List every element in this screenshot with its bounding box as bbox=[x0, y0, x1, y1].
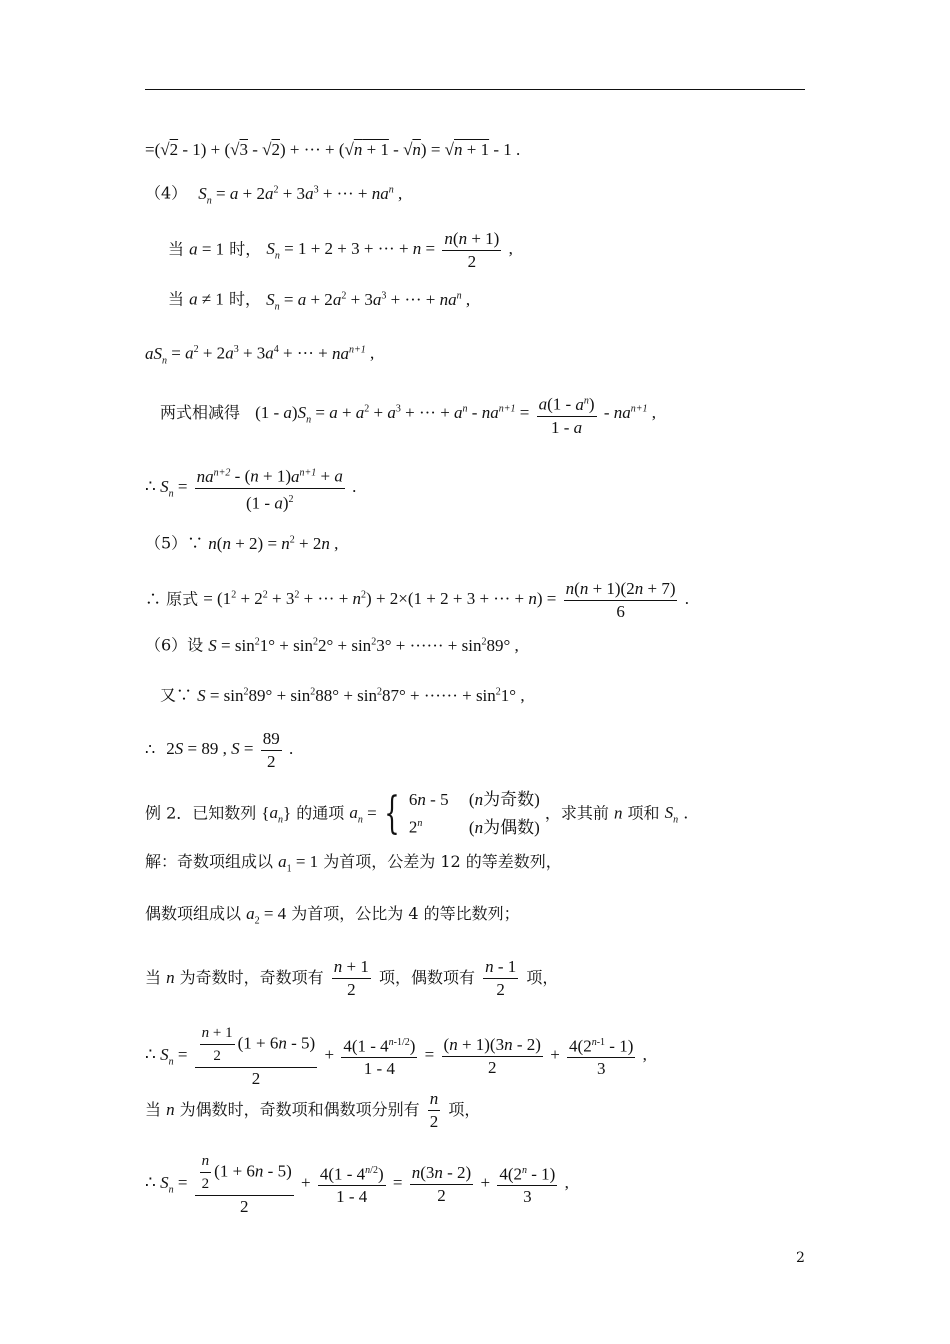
solution-line-3: 当 n 为奇数时，奇数项有 $\frac{n + 1}{2}$ 项，偶数项有 $\frac{n - 1}{2}$ 项， bbox=[145, 957, 559, 999]
formula-line-7: ∴ $S_n$ = $\frac{na^{n+2} - (n + 1)a^{n+1} + a}{(1 - a)^2}$ . bbox=[145, 462, 356, 514]
solution-line-4: ∴ $S_n$ = $\frac{n + 1}{2}$ (1 + 6n - 5) 2 + $\frac{4(1 - 4^{n-1/2})}{1 - 4}$ = $\frac{(n + 1)(3n - 2)}{2}$ + $\frac{4(2^{n-1} - 1)}{3}$ , bbox=[145, 1022, 647, 1090]
formula-line-6: 两式相减得 $(1 - a)S_n = a + a^2 + a^3$ + ··· + $a^n - na^{n+1}$ = $\frac{a(1 - a^n)}{1 - a}$ - $na^{n+1}$ , bbox=[160, 390, 656, 439]
page-number: 2 bbox=[796, 1250, 805, 1266]
formula-line-11: 又∵ $S = \sin^289^\circ + \sin^288^\circ + \sin^287^\circ$ + ······ + $\sin^21^\circ$ , bbox=[160, 685, 525, 705]
formula-line-10: （6）设 $S = \sin^21^\circ + \sin^22^\circ + \sin^23^\circ$ + ······ + $\sin^289^\circ$ , bbox=[145, 635, 519, 655]
formula-line-4: 当 a ≠ 1 时， $S_n = a + 2a^2 + 3a^3$ + ··· + $na^n$ , bbox=[168, 289, 471, 313]
formula-line-1: =(√2 - 1) + (√3 - √2) + ··· + (√n + 1 - √n) = √n + 1 - 1 . bbox=[145, 140, 521, 159]
example-2-title: 例 2．已知数列 $\{a_n\}$ 的通项 $a_n$ = { 6n - 5 (n为奇数) 2$^n$ (n为偶数) ，求其前 n 项和 $S_n$ . bbox=[145, 787, 689, 839]
solution-line-5: 当 n 为偶数时，奇数项和偶数项分别有 $\frac{n}{2}$ 项， bbox=[145, 1089, 481, 1131]
header-rule bbox=[145, 89, 805, 90]
solution-line-1: 解：奇数项组成以 $a_1 = 1$ 为首项，公差为 12 的等差数列， bbox=[145, 852, 562, 875]
formula-line-9: ∴ 原式 = ($1^2 + 2^2 + 3^2$ + ··· + $n^2) + 2\times(1 + 2 + 3$ + ··· + n) = $\frac{n(n + 1)(2n + 7)}{6}$ . bbox=[145, 579, 689, 621]
solution-line-6: ∴ $S_n$ = $\frac{n}{2}$ (1 + 6n - 5) 2 + $\frac{4(1 - 4^{n/2})}{1 - 4}$ = $\frac{n(3n - 2)}{2}$ + $\frac{4(2^n - 1)}{3}$ , bbox=[145, 1150, 569, 1218]
solution-line-2: 偶数项组成以 $a_2 = 4$ 为首项，公比为 4 的等比数列； bbox=[145, 904, 520, 927]
formula-line-3: 当 a = 1 时， $S_n = 1 + 2 + 3$ + ··· + n = $\frac{n(n + 1)}{2}$ , bbox=[168, 229, 513, 271]
formula-line-2: （4） $S_n = a + 2a^2 + 3a^3$ + ··· + $na^n$ , bbox=[145, 183, 403, 207]
formula-line-12: ∴ 2S = 89 , S = $\frac{89}{2}$ . bbox=[145, 729, 294, 771]
piecewise-cases: 6n - 5 (n为奇数) 2$^n$ (n为偶数) bbox=[408, 790, 540, 837]
formula-line-8: （5）∵ $n(n + 2) = n^2 + 2n$ , bbox=[145, 533, 339, 553]
formula-line-5: $aS_n = a^2 + 2a^3 + 3a^4$ + ··· + $na^{n+1}$ , bbox=[145, 343, 375, 367]
